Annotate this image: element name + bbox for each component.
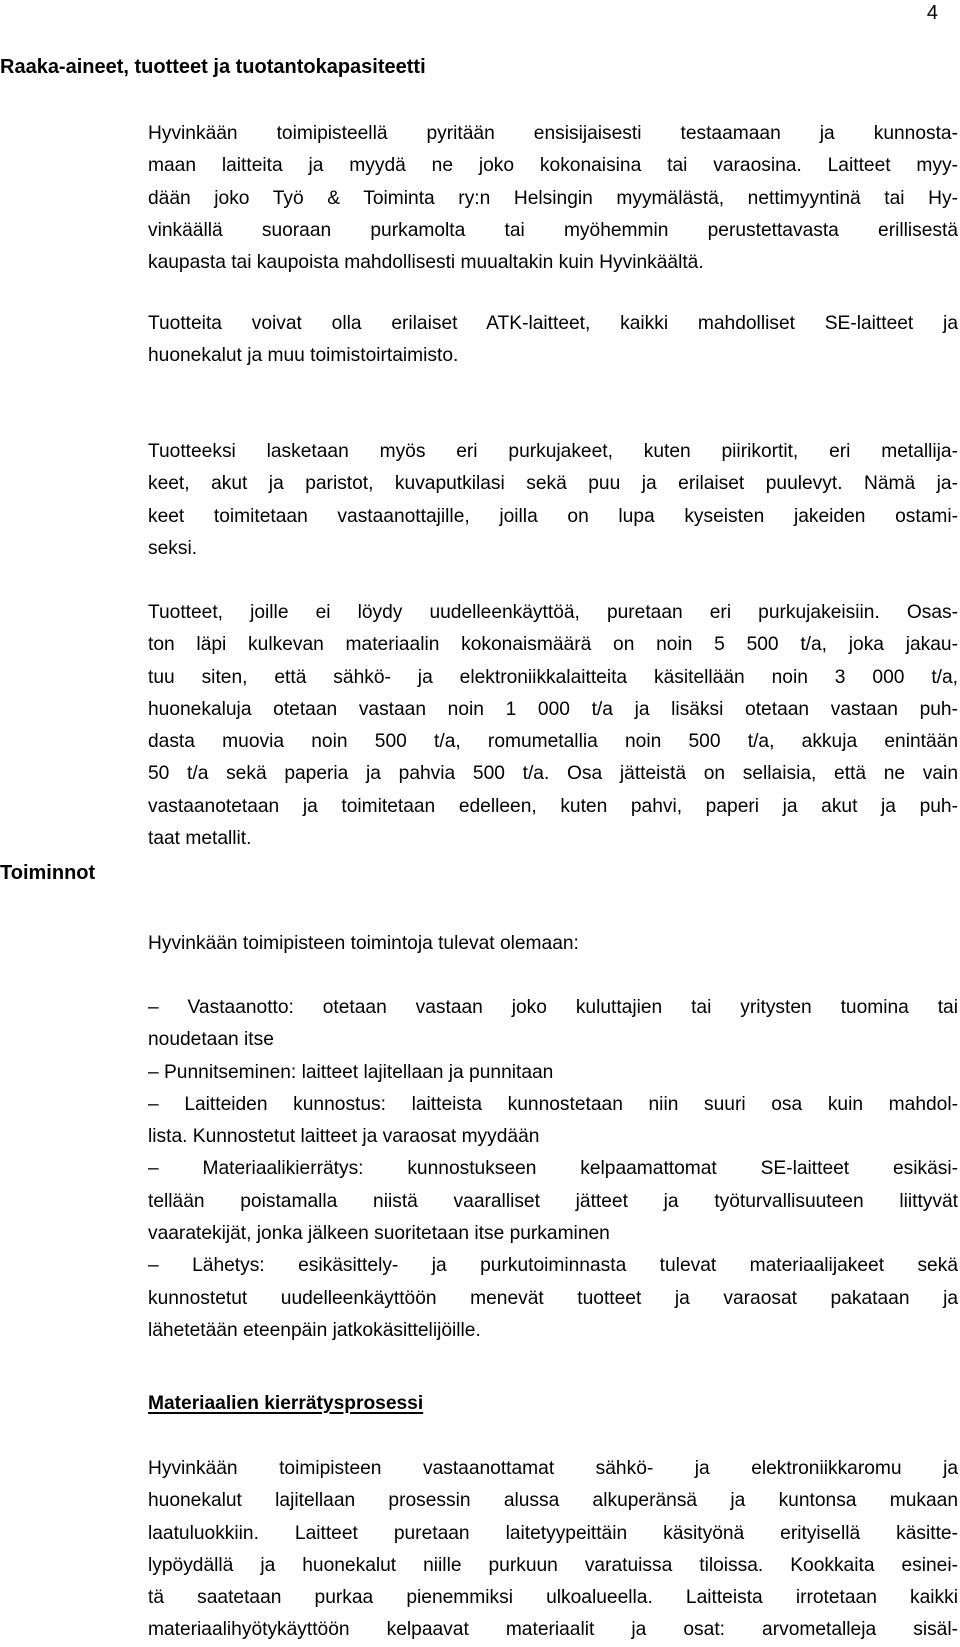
text-line: tä saatetaan purkaa pienemmiksi ulkoalueella. Laitteista irrotetaan kaikki bbox=[148, 1587, 958, 1609]
text-line: huonekalut ja muu toimistoirtaimisto. bbox=[148, 345, 459, 367]
paragraph-capacity bbox=[148, 597, 958, 855]
text-line: Hyvinkään toimipisteellä pyritään ensisijaisesti testaamaan ja kunnosta- bbox=[148, 123, 958, 144]
text-line: materiaalihyötykäyttöön kelpaavat materiaalit ja osat: arvometalleja sisäl- bbox=[148, 1619, 958, 1641]
list-item: – Laitteiden kunnostus: laitteista kunnostetaan niin suuri osa kuin mahdol- bbox=[148, 1093, 958, 1115]
text-line: dään joko Työ & Toiminta ry:n Helsingin myymälästä, nettimyyntinä tai Hy- bbox=[148, 187, 958, 209]
list-item: – Lähetys: esikäsittely- ja purkutoiminnasta tulevat materiaalijakeet sekä bbox=[148, 1255, 958, 1277]
text-line: taat metallit. bbox=[148, 828, 252, 850]
text-line: Hyvinkään toimipisteen vastaanottamat sähkö- ja elektroniikkaromu ja bbox=[148, 1458, 958, 1479]
text-line: Hyvinkään toimipisteen toimintoja tulevat olemaan: bbox=[148, 933, 579, 954]
text-line: lypöydällä ja huonekalut niille purkuun varatuissa tiloissa. Kookkaita esinei- bbox=[148, 1554, 958, 1576]
text-line: kaupasta tai kaupoista mahdollisesti muualtakin kuin Hyvinkäältä. bbox=[148, 252, 704, 274]
subheading-recycling-process: Materiaalien kierrätysprosessi bbox=[148, 1393, 424, 1414]
list-item-continuation: kunnostetut uudelleenkäyttöön menevät tuotteet ja varaosat pakataan ja bbox=[148, 1287, 958, 1309]
text-line: dasta muovia noin 500 t/a, romumetallia noin 500 t/a, akkuja enintään bbox=[148, 731, 958, 753]
list-item: – Punnitseminen: laitteet lajitellaan ja punnitaan bbox=[148, 1061, 554, 1083]
paragraph-testing-and-sales bbox=[148, 118, 958, 279]
text-line: keet toimitetaan vastaanottajille, joilla on lupa kyseisten jakeiden ostami- bbox=[148, 505, 958, 527]
text-line: Tuotteet, joille ei löydy uudelleenkäyttöä, puretaan eri purkujakeisiin. Osas- bbox=[148, 602, 958, 623]
list-item-continuation: lähetetään eteenpäin jatkokäsittelijöille. bbox=[148, 1319, 481, 1341]
page-number: 4 bbox=[926, 2, 938, 24]
text-line: ton läpi kulkevan materiaalin kokonaismäärä on noin 5 500 t/a, joka jakau- bbox=[148, 634, 958, 656]
text-line: keet, akut ja paristot, kuvaputkilasi sekä puu ja erilaiset puulevyt. Nämä ja- bbox=[148, 473, 958, 495]
text-line: vinkäällä suoraan purkamolta tai myöhemmin perustettavasta erillisestä bbox=[148, 219, 958, 241]
section-heading-operations: Toiminnot bbox=[0, 862, 96, 884]
text-line: seksi. bbox=[148, 537, 198, 559]
section-heading-raw-materials: Raaka-aineet, tuotteet ja tuotantokapasiteetti bbox=[0, 56, 426, 78]
text-line: laatuluokkiin. Laitteet puretaan laitetyypeittäin käsityönä erityisellä käsitte- bbox=[148, 1522, 958, 1544]
text-line: Tuotteeksi lasketaan myös eri purkujakeet, kuten piirikortit, eri metallija- bbox=[148, 441, 958, 462]
text-line: tuu siten, että sähkö- ja elektroniikkalaitteita käsitellään noin 3 000 t/a, bbox=[148, 666, 958, 688]
paragraph-recycling-process bbox=[148, 1453, 958, 1647]
paragraph-products bbox=[148, 308, 958, 373]
text-line: vastaanotetaan ja toimitetaan edelleen, kuten pahvi, paperi ja akut ja puh- bbox=[148, 795, 958, 817]
list-item-continuation: tellään poistamalla niistä vaaralliset jätteet ja työturvallisuuteen liittyvät bbox=[148, 1190, 958, 1212]
list-item-continuation: lista. Kunnostetut laitteet ja varaosat myydään bbox=[148, 1126, 540, 1148]
text-line: maan laitteita ja myydä ne joko kokonaisina tai varaosina. Laitteet myy- bbox=[148, 155, 958, 177]
text-line: huonekalut lajitellaan prosessin alussa alkuperänsä ja kuntonsa mukaan bbox=[148, 1490, 958, 1512]
list-item-continuation: noudetaan itse bbox=[148, 1029, 274, 1051]
paragraph-fractions bbox=[148, 436, 958, 565]
text-line: Tuotteita voivat olla erilaiset ATK-laitteet, kaikki mahdolliset SE-laitteet ja bbox=[148, 313, 958, 334]
list-item: – Vastaanotto: otetaan vastaan joko kuluttajien tai yritysten tuomina tai bbox=[148, 997, 958, 1018]
list-item-continuation: vaaratekijät, jonka jälkeen suoritetaan itse purkaminen bbox=[148, 1223, 610, 1245]
text-line: 50 t/a sekä paperia ja pahvia 500 t/a. Osa jätteistä on sellaisia, että ne vain bbox=[148, 763, 958, 785]
operations-list bbox=[148, 992, 958, 1347]
text-line: huonekaluja otetaan vastaan noin 1 000 t/a ja lisäksi otetaan vastaan puh- bbox=[148, 698, 958, 720]
list-item: – Materiaalikierrätys: kunnostukseen kelpaamattomat SE-laitteet esikäsi- bbox=[148, 1158, 958, 1180]
paragraph-operations-intro bbox=[148, 928, 958, 960]
